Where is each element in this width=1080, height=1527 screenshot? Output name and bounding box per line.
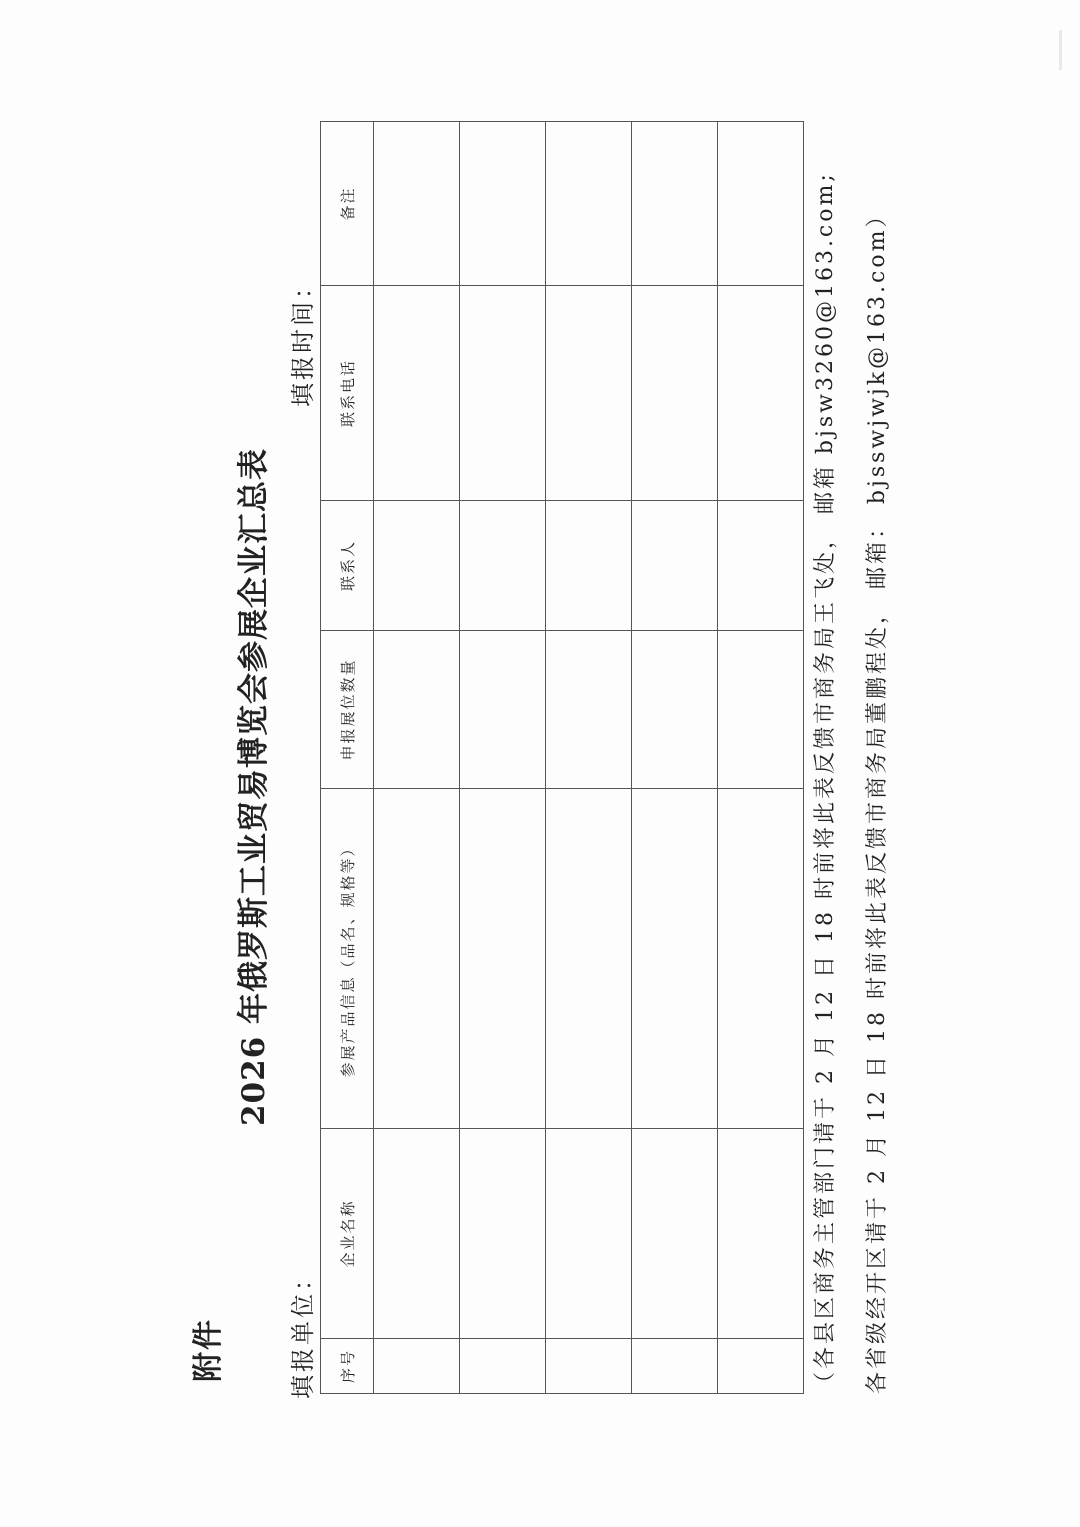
col-header-phone: 联系电话 [321,286,374,501]
table-cell[interactable] [546,286,632,501]
table-cell[interactable] [460,501,546,631]
table-cell[interactable] [632,501,718,631]
table-cell[interactable] [374,789,460,1129]
table-cell[interactable] [546,1339,632,1394]
fill-unit-label: 填报单位： [289,1264,317,1399]
table-cell[interactable] [546,1129,632,1339]
col-header-booth-count: 申报展位数量 [321,631,374,789]
table-cell[interactable] [374,501,460,631]
table-row [632,122,718,1394]
table-cell[interactable] [718,631,804,789]
table-cell[interactable] [546,122,632,286]
table-cell[interactable] [632,122,718,286]
col-header-index: 序号 [321,1339,374,1394]
table-cell[interactable] [374,631,460,789]
table-cell[interactable] [374,122,460,286]
col-header-company: 企业名称 [321,1129,374,1339]
table-row [546,122,632,1394]
table-cell[interactable] [460,286,546,501]
footer-note-line1: （各县区商务主管部门请于 2 月 12 日 18 时前将此表反馈市商务局王飞处， 邮箱 bjsw3260@163.com; [813,171,838,1394]
col-header-contact-person: 联系人 [321,501,374,631]
table-cell[interactable] [374,1339,460,1394]
table-row [718,122,804,1394]
table-cell[interactable] [632,1129,718,1339]
table-cell[interactable] [632,631,718,789]
footer-note-line2: 各省级经开区请于 2 月 12 日 18 时前将此表反馈市商务局董鹏程处， 邮箱： bjsswjwjk@163.com） [865,202,890,1394]
table-cell[interactable] [460,122,546,286]
table-cell[interactable] [718,286,804,501]
document-title: 2026 年俄罗斯工业贸易博览会参展企业汇总表 [236,447,272,1127]
attachment-label: 附件 [191,1318,226,1382]
table-cell[interactable] [374,1129,460,1339]
summary-table [320,121,804,1394]
col-header-product-info: 参展产品信息（品名、规格等） [321,789,374,1129]
table-row [374,122,460,1394]
table-cell[interactable] [546,789,632,1129]
table-cell[interactable] [718,1129,804,1339]
table-cell[interactable] [460,631,546,789]
table-cell[interactable] [632,286,718,501]
table-cell[interactable] [718,789,804,1129]
table-cell[interactable] [546,631,632,789]
fill-time-label: 填报时间： [289,272,317,407]
col-header-remarks: 备注 [321,122,374,286]
table-cell[interactable] [546,501,632,631]
table-cell[interactable] [718,1339,804,1394]
table-cell[interactable] [632,789,718,1129]
table-cell[interactable] [374,286,460,501]
table-cell[interactable] [718,122,804,286]
table-cell[interactable] [460,1129,546,1339]
table-cell[interactable] [460,1339,546,1394]
table-cell[interactable] [460,789,546,1129]
table-cell[interactable] [718,501,804,631]
table-cell[interactable] [632,1339,718,1394]
table-header-row [321,122,374,1394]
table-row [460,122,546,1394]
